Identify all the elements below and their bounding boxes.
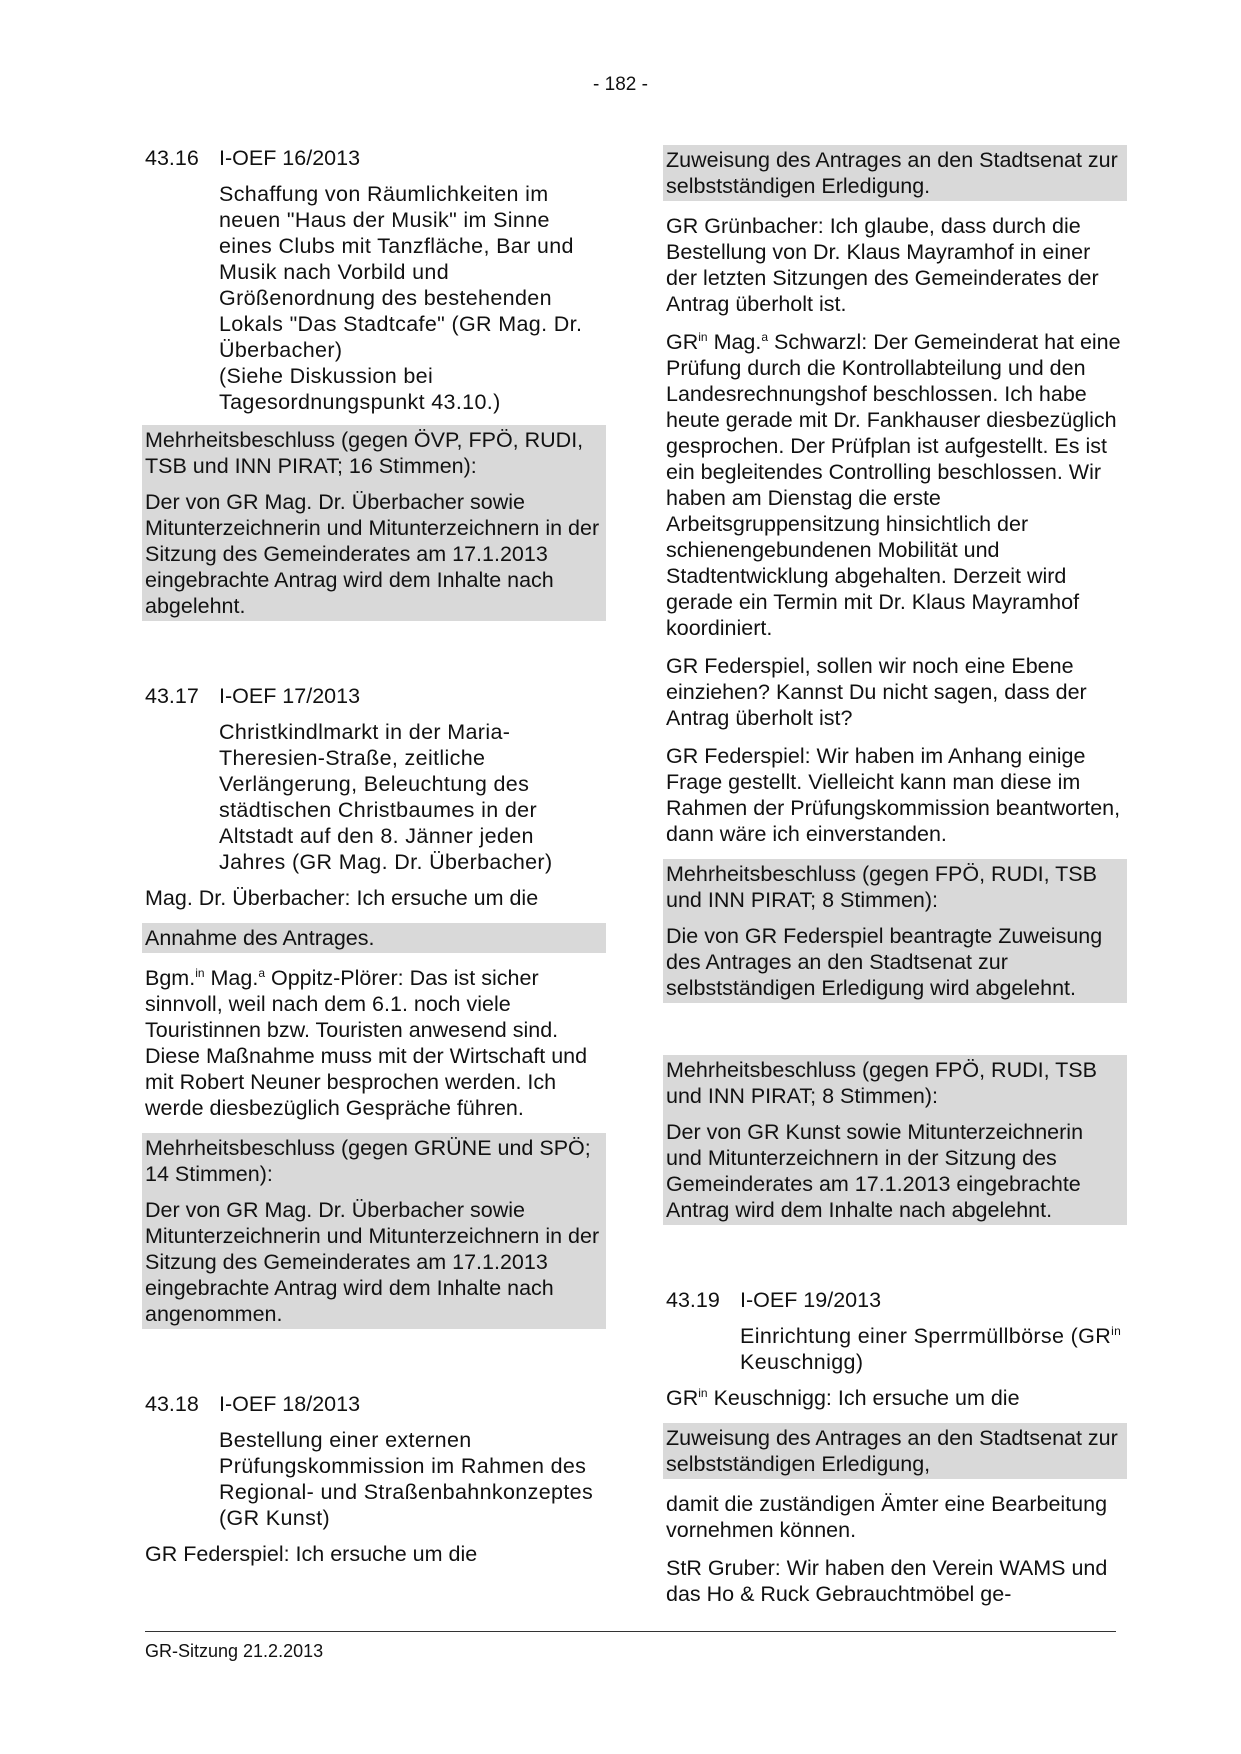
speaker-statement: damit die zuständigen Ämter eine Bearbeitung vornehmen können. <box>666 1492 1108 1542</box>
resolution-text: Der von GR Kunst sowie Mitunterzeichnerin und Mitunterzeichnern in der Sitzung des Gemeinderates am 17.1.2013 eingebrachte Antrag wird dem Inhalte nach abgelehnt. <box>666 1120 1084 1222</box>
item-number: 43.17 <box>145 684 199 708</box>
resolution-text: Der von GR Mag. Dr. Überbacher sowie Mitunterzeichnerin und Mitunterzeichnern in der Sitzung des Gemeinderates am 17.1.2013 eingebrachte Antrag wird dem Inhalte nach angenommen. <box>145 1198 600 1326</box>
item-number: 43.16 <box>145 146 199 170</box>
vote-result: Mehrheitsbeschluss (gegen ÖVP, FPÖ, RUDI, TSB und INN PIRAT; 16 Stimmen): <box>145 428 584 478</box>
resolution-box <box>663 1055 1127 1225</box>
request-highlight: Annahme des Antrages. <box>142 923 606 953</box>
speaker-statement: Mag. Dr. Überbacher: Ich ersuche um die <box>145 886 539 910</box>
speaker-statement: GR Federspiel: Wir haben im Anhang einige Frage gestellt. Vielleicht kann man diese im Rahmen der Prüfungskommission beantworten, dann wäre ich einverstanden. <box>666 744 1121 846</box>
item-title: Einrichtung einer Sperrmüllbörse ($GR^{in}$ Keuschnigg) <box>740 1323 1122 1374</box>
speaker-statement: Bgm.$^{in}$ Mag.$^a$ Oppitz-Plörer: Das ist sicher sinnvoll, weil nach dem 6.1. noch viele Touristinnen bzw. Touristen anwesend sind. Diese Maßnahme muss mit der Wirtschaft und mit Robert Neuner besprochen werden. Ich werde diesbezüglich Gespräche führen. <box>145 965 588 1120</box>
vote-result: Mehrheitsbeschluss (gegen FPÖ, RUDI, TSB und INN PIRAT; 8 Stimmen): <box>666 862 1097 912</box>
speaker-statement: StR Gruber: Wir haben den Verein WAMS und das Ho & Ruck Gebrauchtmöbel ge- <box>666 1556 1108 1606</box>
item-code: I-OEF 19/2013 <box>740 1288 882 1312</box>
item-title: Bestellung einer externen Prüfungskommission im Rahmen des Regional- und Straßenbahnkonzeptes (GR Kunst) <box>219 1428 594 1530</box>
footer-divider <box>145 1631 1116 1632</box>
footer-text: GR-Sitzung 21.2.2013 <box>145 1641 324 1661</box>
request-highlight: Zuweisung des Antrages an den Stadtsenat zur selbstständigen Erledigung. <box>663 145 1127 201</box>
speaker-statement: GR Federspiel: Ich ersuche um die <box>145 1542 478 1566</box>
resolution-text: Die von GR Federspiel beantragte Zuweisung des Antrages an den Stadtsenat zur selbstständigen Erledigung wird abgelehnt. <box>666 924 1103 1000</box>
item-title: Christkindlmarkt in der Maria-Theresien-Straße, zeitliche Verlängerung, Beleuchtung des städtischen Christbaumes in der Altstadt auf den 8. Jänner jeden Jahres (GR Mag. Dr. Überbacher) <box>219 720 553 874</box>
resolution-box <box>142 425 606 621</box>
left-column <box>145 145 603 1579</box>
vote-result: Mehrheitsbeschluss (gegen FPÖ, RUDI, TSB und INN PIRAT; 8 Stimmen): <box>666 1058 1097 1108</box>
item-code: I-OEF 16/2013 <box>219 146 361 170</box>
item-title: Schaffung von Räumlichkeiten im neuen "Haus der Musik" im Sinne eines Clubs mit Tanzfläche, Bar und Musik nach Vorbild und Größenordnung des bestehenden Lokals "Das Stadtcafe" (GR Mag. Dr. Überbacher) (Siehe Diskussion bei Tagesordnungspunkt 43.10.) <box>219 181 603 415</box>
page-number: - 182 - <box>593 74 648 95</box>
item-code: I-OEF 18/2013 <box>219 1392 361 1416</box>
vote-result: Mehrheitsbeschluss (gegen GRÜNE und SPÖ; 14 Stimmen): <box>145 1136 591 1186</box>
right-column <box>666 145 1124 1619</box>
resolution-box <box>142 1133 606 1329</box>
item-heading-43-17 <box>145 683 603 709</box>
speaker-statement: $GR^{in}$ Mag.$^a$ Schwarzl: Der Gemeinderat hat eine Prüfung durch die Kontrollabteilung und den Landesrechnungshof beschlossen. Ich habe heute gerade mit Dr. Fankhauser diesbezüglich gesprochen. Der Prüfplan ist aufgestellt. Es ist ein begleitendes Controlling beschlossen. Wir haben am Dienstag die erste Arbeitsgruppensitzung hinsichtlich der schienengebundenen Mobilität und Stadtentwicklung abgehalten. Derzeit wird gerade ein Termin mit Dr. Klaus Mayramhof koordiniert. <box>666 329 1121 640</box>
speaker-statement: $GR^{in}$ Keuschnigg: Ich ersuche um die <box>666 1385 1020 1410</box>
item-heading-43-18 <box>145 1391 603 1417</box>
item-note: (Siehe Diskussion bei Tagesordnungspunkt 43.10.) <box>219 364 501 414</box>
request-highlight: Zuweisung des Antrages an den Stadtsenat zur selbstständigen Erledigung, <box>663 1423 1127 1479</box>
item-heading-43-19 <box>666 1287 1124 1313</box>
item-number: 43.18 <box>145 1392 199 1416</box>
item-heading-43-16 <box>145 145 603 171</box>
item-code: I-OEF 17/2013 <box>219 684 361 708</box>
resolution-box <box>663 859 1127 1003</box>
speaker-statement: GR Grünbacher: Ich glaube, dass durch die Bestellung von Dr. Klaus Mayramhof in einer der letzten Sitzungen des Gemeinderates der Antrag überholt ist. <box>666 214 1099 316</box>
speaker-statement: GR Federspiel, sollen wir noch eine Ebene einziehen? Kannst Du nicht sagen, dass der Antrag überholt ist? <box>666 654 1087 730</box>
resolution-text: Der von GR Mag. Dr. Überbacher sowie Mitunterzeichnerin und Mitunterzeichnern in der Sitzung des Gemeinderates am 17.1.2013 eingebrachte Antrag wird dem Inhalte nach abgelehnt. <box>145 490 600 618</box>
item-number: 43.19 <box>666 1288 720 1312</box>
